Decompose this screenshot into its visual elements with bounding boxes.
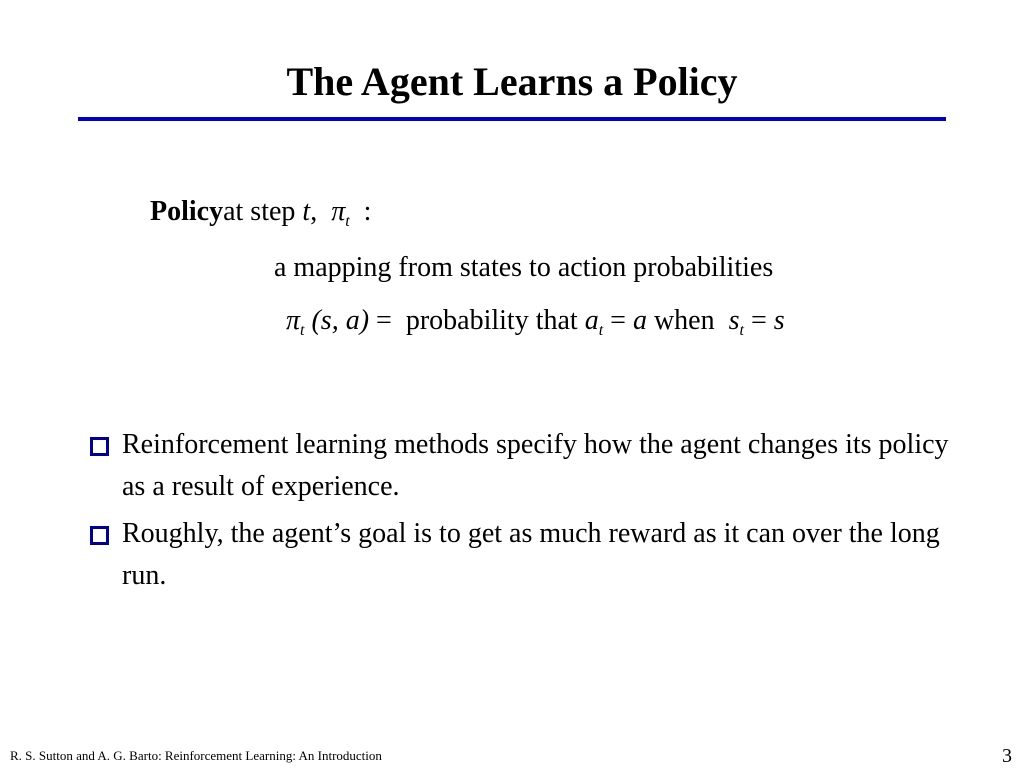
square-bullet-icon bbox=[90, 437, 109, 456]
at-step-text: at step bbox=[223, 196, 296, 227]
policy-definition-line bbox=[150, 196, 371, 228]
formula-pi: π bbox=[286, 305, 301, 336]
policy-formula bbox=[286, 305, 785, 337]
page-number: 3 bbox=[1002, 745, 1012, 767]
bullet-item bbox=[84, 424, 964, 508]
formula-phrase: probability that bbox=[405, 305, 578, 336]
pi-subscript: t bbox=[345, 213, 350, 230]
bullet-text: Roughly, the agent’s goal is to get as much reward as it can over the long run. bbox=[122, 518, 940, 591]
formula-equals-3: = bbox=[750, 305, 767, 336]
formula-a-value: a bbox=[632, 305, 647, 336]
pi-symbol: π bbox=[331, 196, 346, 227]
title-underline bbox=[78, 117, 946, 121]
slide-title: The Agent Learns a Policy bbox=[286, 59, 738, 104]
formula-pi-subscript: t bbox=[300, 322, 305, 339]
formula-equals: = bbox=[376, 305, 392, 336]
bullet-item bbox=[84, 513, 964, 597]
formula-s-subscript: t bbox=[739, 322, 744, 339]
comma: , bbox=[310, 196, 318, 227]
bullet-text: Reinforcement learning methods specify how the agent changes its policy as a result of experience. bbox=[122, 429, 949, 502]
footer-credit: R. S. Sutton and A. G. Barto: Reinforcement Learning: An Introduction bbox=[10, 748, 382, 763]
formula-a-var: a bbox=[584, 305, 599, 336]
bullet-list bbox=[84, 424, 964, 602]
policy-description: a mapping from states to action probabilities bbox=[274, 252, 774, 283]
t-variable: t bbox=[302, 196, 311, 227]
formula-s-value: s bbox=[773, 305, 785, 336]
policy-term: Policy bbox=[150, 196, 224, 227]
formula-when: when bbox=[653, 305, 715, 336]
square-bullet-icon bbox=[90, 526, 109, 545]
formula-args: (s, a) bbox=[311, 305, 370, 336]
formula-equals-2: = bbox=[610, 305, 626, 336]
formula-s-var: s bbox=[728, 305, 740, 336]
colon: : bbox=[363, 196, 372, 227]
formula-a-subscript: t bbox=[598, 322, 604, 339]
